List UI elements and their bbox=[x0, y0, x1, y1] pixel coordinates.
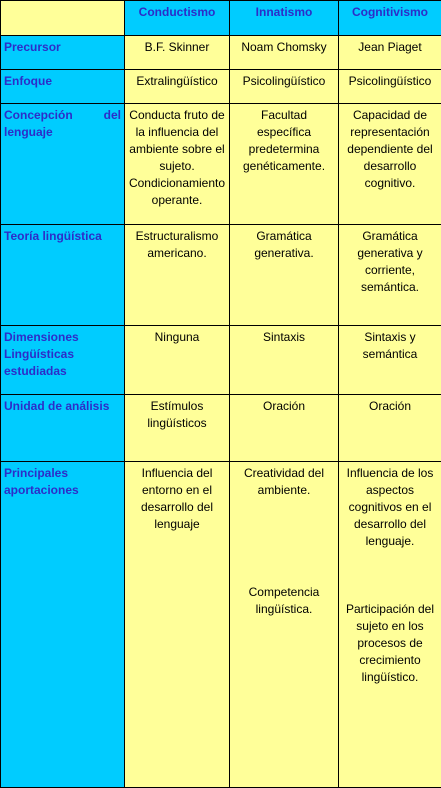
row-unidad bbox=[1, 395, 441, 462]
row-label-precursor: Precursor bbox=[1, 36, 125, 70]
cell-dimensiones-conductismo bbox=[125, 326, 230, 395]
row-label-aportaciones: Principales aportaciones bbox=[1, 462, 125, 788]
cell-text: Participación del sujeto en los procesos de crecimiento lingüístico. bbox=[345, 602, 435, 684]
cell-text: Jean Piaget bbox=[358, 40, 422, 54]
header-row bbox=[1, 1, 441, 36]
cell-text: Influencia de los aspectos cognitivos en el desarrollo del lenguaje. bbox=[346, 466, 434, 548]
cell-unidad-cognitivismo bbox=[339, 395, 441, 462]
cell-text: Influencia del entorno en el desarrollo del lenguaje bbox=[140, 466, 214, 531]
cell-text: Competencia lingüística. bbox=[248, 585, 320, 616]
cell-teoria-innatismo bbox=[230, 225, 339, 326]
cell-teoria-conductismo bbox=[125, 225, 230, 326]
cell-enfoque-innatismo bbox=[230, 70, 339, 104]
cell-concepcion-innatismo bbox=[230, 104, 339, 225]
row-aportaciones bbox=[1, 462, 441, 788]
cell-text: Facultad específica predetermina genéticamente. bbox=[242, 108, 326, 173]
cell-text: Sintaxis y semántica bbox=[362, 330, 418, 361]
cell-text: Oración bbox=[368, 399, 412, 413]
row-enfoque bbox=[1, 70, 441, 104]
row-label-enfoque: Enfoque bbox=[1, 70, 125, 104]
cell-unidad-innatismo bbox=[230, 395, 339, 462]
cell-concepcion-cognitivismo bbox=[339, 104, 441, 225]
cell-aportaciones-conductismo bbox=[125, 462, 230, 788]
cell-text: Noam Chomsky bbox=[241, 40, 327, 54]
spacer bbox=[233, 499, 335, 584]
column-header-innatismo: Innatismo bbox=[230, 1, 339, 36]
cell-precursor-cognitivismo bbox=[339, 36, 441, 70]
cell-text: Creatividad del ambiente. bbox=[243, 466, 325, 497]
cell-text: Ninguna bbox=[154, 330, 200, 344]
cell-text: Oración bbox=[262, 399, 306, 413]
cell-aportaciones-cognitivismo bbox=[339, 462, 441, 788]
cell-text: Psicolingüístico bbox=[348, 74, 432, 88]
row-concepcion bbox=[1, 104, 441, 225]
cell-precursor-conductismo bbox=[125, 36, 230, 70]
cell-enfoque-cognitivismo bbox=[339, 70, 441, 104]
row-teoria bbox=[1, 225, 441, 326]
corner-cell bbox=[1, 1, 125, 36]
cell-text: Gramática generativa. bbox=[254, 229, 314, 260]
row-label-unidad: Unidad de análisis bbox=[1, 395, 125, 462]
row-label-dimensiones: Dimensiones Lingüísticas estudiadas bbox=[1, 326, 125, 395]
cell-text: Estructuralismo americano. bbox=[135, 229, 219, 260]
spacer bbox=[342, 550, 438, 601]
column-header-cognitivismo: Cognitivismo bbox=[339, 1, 441, 36]
cell-teoria-cognitivismo bbox=[339, 225, 441, 326]
cell-text: Gramática generativa y corriente, semántica. bbox=[357, 229, 423, 294]
cell-text: Estímulos lingüísticos bbox=[147, 399, 207, 430]
column-header-conductismo: Conductismo bbox=[125, 1, 230, 36]
cell-unidad-conductismo bbox=[125, 395, 230, 462]
cell-aportaciones-innatismo bbox=[230, 462, 339, 788]
cell-text: Capacidad de representación dependiente del desarrollo cognitivo. bbox=[347, 108, 433, 190]
row-precursor bbox=[1, 36, 441, 70]
row-dimensiones bbox=[1, 326, 441, 395]
cell-text: Sintaxis bbox=[262, 330, 306, 344]
cell-text: Conducta fruto de la influencia del ambiente sobre el sujeto. Condicionamiento operante. bbox=[128, 108, 226, 207]
cell-dimensiones-innatismo bbox=[230, 326, 339, 395]
cell-text: Extralingüístico bbox=[136, 74, 218, 88]
cell-concepcion-conductismo bbox=[125, 104, 230, 225]
cell-enfoque-conductismo bbox=[125, 70, 230, 104]
cell-text: Psicolingüístico bbox=[242, 74, 326, 88]
row-label-concepcion: Concepción del lenguaje bbox=[1, 104, 125, 225]
cell-dimensiones-cognitivismo bbox=[339, 326, 441, 395]
cell-precursor-innatismo bbox=[230, 36, 339, 70]
row-label-teoria: Teoría lingüística bbox=[1, 225, 125, 326]
cell-text: B.F. Skinner bbox=[144, 40, 210, 54]
